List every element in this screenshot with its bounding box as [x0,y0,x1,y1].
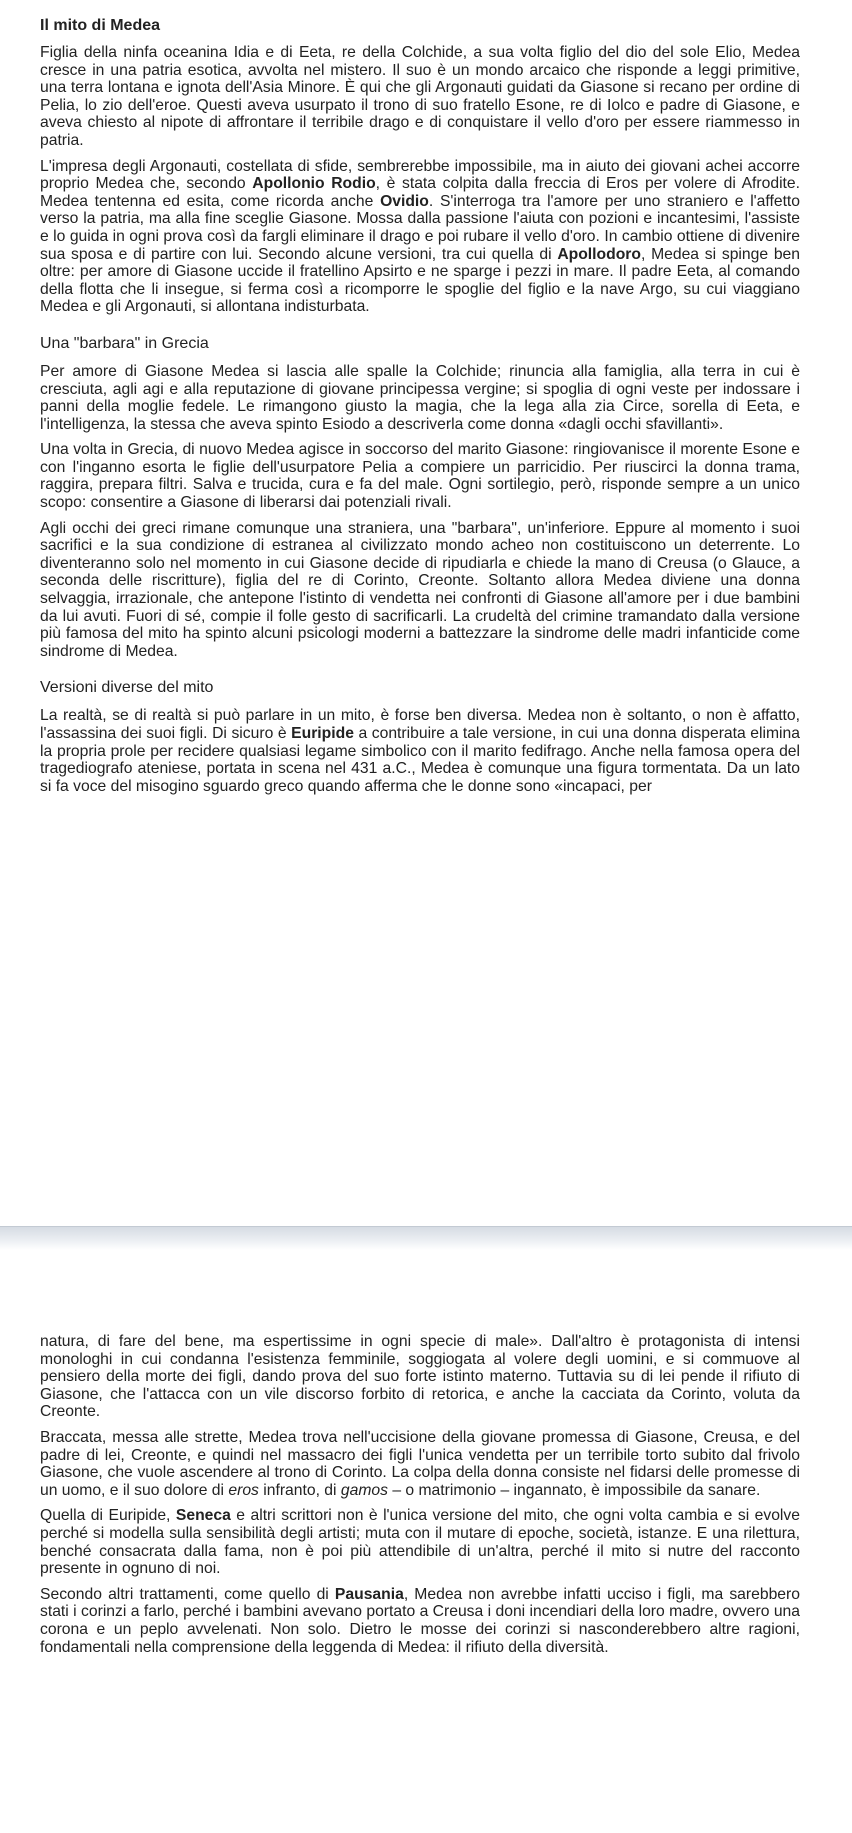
paragraph-colchide: Per amore di Giasone Medea si lascia alle spalle la Colchide; rinuncia alla famiglia, alla terra in cui è cresciuta, agli agi e alla reputazione di giovane principessa vergine; si spoglia di ogni veste per indossare i panni della moglie fedele. Le rimangono giusto la magia, che la lega alla zia Circe, sorella di Eeta, e l'intelligenza, la stessa che aveva spinto Esiodo a descriverla come donna «dagli occhi sfavillanti». [40,362,800,433]
author-apollodoro: Apollodoro [557,245,641,263]
text-run: Secondo altri trattamenti, come quello di [40,1585,335,1603]
paragraph-monologhi: natura, di fare del bene, ma espertissime in ogni specie di male». Dall'altro è protagonista di intensi monologhi in cui condanna l'esistenza femminile, soggiogata al volere degli uomini, e si commuove al pensiero della morte dei figli, dando prova del suo forte istinto materno. Tuttavia su di lei pende il rifiuto di Giasone, che l'attacca con un vile discorso forbito di retorica, e anche la cacciata da Corinto, voluta da Creonte. [40,1333,800,1421]
section-heading-versioni: Versioni diverse del mito [40,679,214,697]
author-ovidio: Ovidio [380,192,429,210]
section-heading-barbara: Una "barbara" in Grecia [40,334,209,352]
page-break-divider [0,1226,852,1250]
article-top-section [40,16,800,795]
paragraph-pausania [40,1586,800,1656]
text-run: e altri scrittori non è l'unica versione del mito, che ogni volta cambia e si evolve perché si modella sulla sensibilità degli artisti; muta con il mutare di epoche, società, istanze. E una rilettura, benché consacrata dalla fama, non è poi più attendibile di un'altra, perché il mito si nutre del racconto presente in ognuno di noi. [40,1507,800,1578]
author-seneca: Seneca [175,1507,231,1525]
paragraph-straniera: Agli occhi dei greci rimane comunque una straniera, una "barbara", un'inferiore. Eppure al momento i suoi sacrifici e la sua condizione di estranea al civilizzato mondo acheo non costituiscono un deterrente. Lo diventeranno solo nel momento in cui Giasone decide di ripudiarla e chiede la mano di Creusa (o Glauce, a seconda delle riscritture), figlia del re di Corinto, Creonte. Soltanto allora Medea diviene una donna selvaggia, irrazionale, che antepone l'istinto di vendetta nei confronti di Giasone all'amore per i due bambini da lui avuti. Fuori di sé, compie il folle gesto di sacrificarli. La crudeltà del crimine tramandato dalla versione più famosa del mito ha spinto alcuni psicologi moderni a battezzare la sindrome delle madri infanticide come sindrome di Medea. [40,519,800,660]
text-run: , Medea non avrebbe infatti ucciso i figli, ma sarebbero stati i corinzi a farlo, perché i bambini avevano portato a Creusa i doni incendiari della loro madre, ovvero una corona e un peplo avvelenati. Non solo. Dietro le mosse dei corinzi si nasconderebbero altre ragioni, fondamentali nella comprensione della leggenda di Medea: il rifiuto della diversità. [40,1585,800,1656]
text-run: Braccata, messa alle strette, Medea trova nell'uccisione della giovane promessa di Giasone, Creusa, e del padre di lei, Creonte, e quindi nel massacro dei figli l'unica vendetta per un terribile torto subito dal frivolo Giasone, che vuole ascendere al trono di Corinto. La colpa della donna consiste nel fidarsi delle promesse di un uomo, e il suo dolore di [40,1428,800,1499]
author-euripide: Euripide [291,725,354,742]
text-run: L'impresa degli Argonauti, costellata di sfide, sembrerebbe impossibile, ma in aiuto dei giovani achei accorre proprio Medea che, secondo [40,157,800,193]
text-run: – o matrimonio – ingannato, è impossibile da sanare. [387,1481,761,1499]
author-pausania: Pausania [334,1585,404,1603]
text-run: a contribuire a tale versione, in cui una donna disperata elimina la propria prole per recidere qualsiasi legame simbolico con il marito fedifrago. Anche nella famosa opera del tragediografo ateniese, portata in scena nel 431 a.C., Medea è comunque una figura tormentata. Da un lato si fa voce del misogino sguardo greco quando afferma che le donne sono «incapaci, per [40,725,800,795]
text-run: infranto, di [258,1481,341,1499]
article-bottom-section [40,1333,800,1656]
page-break-line [0,1226,852,1227]
article-title: Il mito di Medea [40,17,161,34]
paragraph-origins: Figlia della ninfa oceanina Idia e di Eeta, re della Colchide, a sua volta figlio del dio del sole Elio, Medea cresce in una patria esotica, avvolta nel mistero. Il suo è un mondo arcaico che risponde a leggi primitive, una terra lontana e ignota dell'Asia Minore. È qui che gli Argonauti guidati da Giasone si recano per ordine di Pelia, lo zio dell'eroe. Questi aveva usurpato il trono di suo fratello Esone, re di Iolco e padre di Giasone, e aveva chiesto al nipote di affrontare il terribile drago e di conquistare il vello d'oro per essere riammesso in patria. [40,44,800,149]
paragraph-argonauts [40,158,800,316]
text-run: . S'interroga tra l'amore per uno straniero e l'affetto verso la patria, ma alla fine sceglie Giasone. Mossa dalla passione l'aiuta con pozioni e incantesimi, l'assiste e lo guida in ogni prova così da fargli eliminare il drago e poi rubare il vello d'oro. In cambio ottiene di divenire sua sposa e di partire con lui. Secondo alcune versioni, tra cui quella di [40,192,801,263]
text-run: , Medea si spinge ben oltre: per amore di Giasone uccide il fratellino Apsirto e ne sparge i pezzi in mare. Il padre Eeta, al comando della flotta che li insegue, si ferma così a ricomporre le spoglie del figlio e la nave Argo, su cui viaggiano Medea e gli Argonauti, si allontana indisturbata. [40,245,800,316]
term-gamos: gamos [340,1481,388,1499]
paragraph-braccata [40,1429,800,1499]
paragraph-grecia: Una volta in Grecia, di nuovo Medea agisce in soccorso del marito Giasone: ringiovanisce il morente Esone e con l'inganno esorta le figlie dell'usurpatore Pelia a compiere un parricidio. Per riuscirci la donna trama, raggira, prepara filtri. Salva e trucida, cura e fa del male. Ogni sortilegio, però, risponde sempre a un unico scopo: consentire a Giasone di liberarsi dai potenziali rivali. [40,441,800,512]
term-eros: eros [228,1481,259,1499]
paragraph-euripide [40,707,800,795]
text-run: , è stata colpita dalla freccia di Eros per volere di Afrodite. Medea tentenna ed esita, come ricorda anche [40,175,800,210]
paragraph-seneca [40,1507,800,1577]
author-apollonio-rodio: Apollonio Rodio [252,175,376,193]
text-run: Quella di Euripide, [40,1507,176,1525]
text-run: La realtà, se di realtà si può parlare in un mito, è forse ben diversa. Medea non è soltanto, o non è affatto, l'assassina dei suoi figli. Di sicuro è [40,707,800,742]
